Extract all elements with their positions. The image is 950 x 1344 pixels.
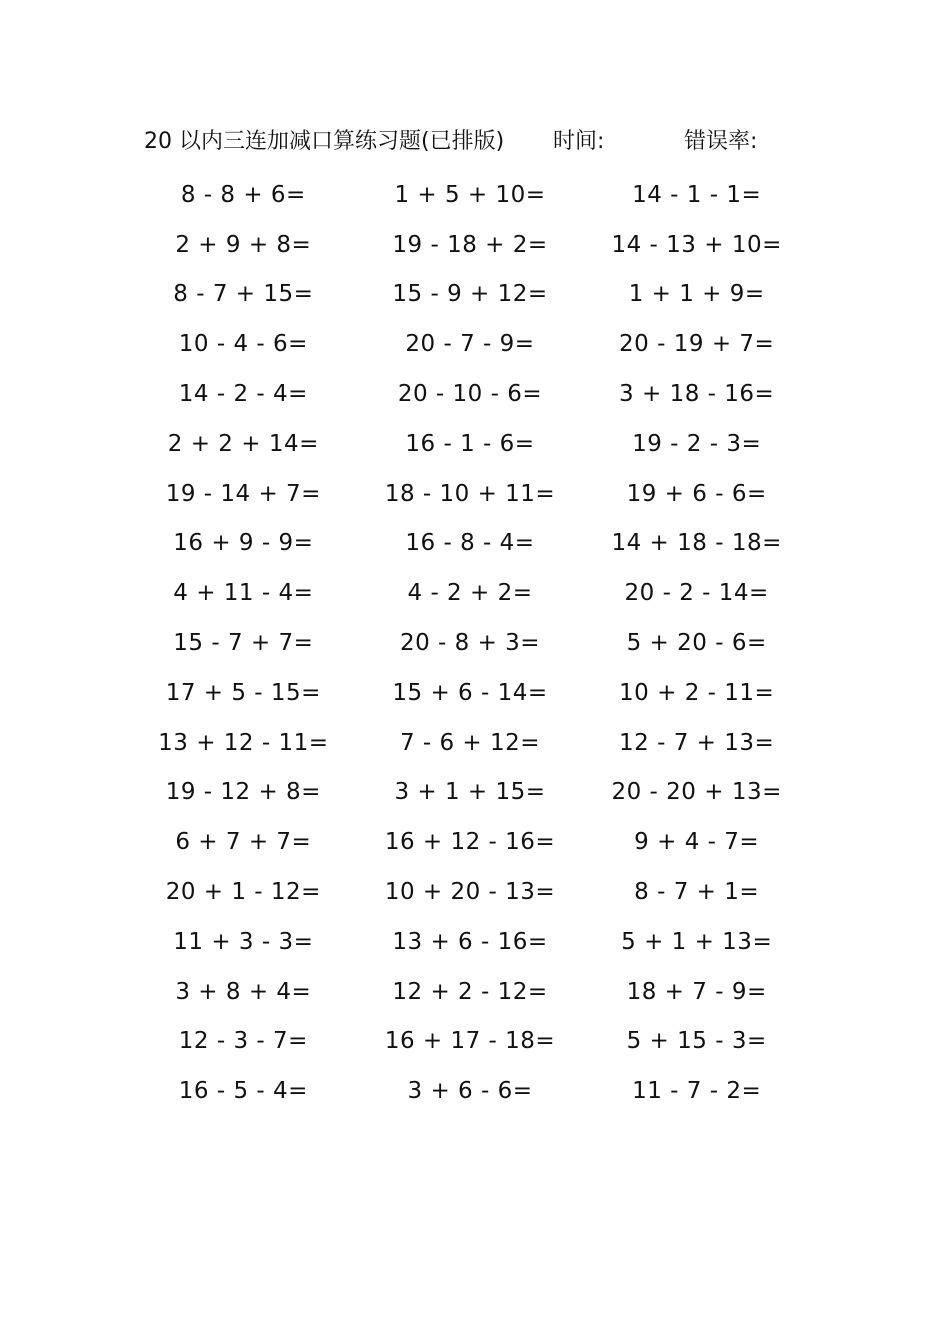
problem-row [130,519,810,569]
arithmetic-problem: 15 - 7 + 7= [173,630,314,657]
problem-row [130,319,810,369]
arithmetic-problem: 3 + 18 - 16= [619,381,775,408]
arithmetic-problem: 20 - 8 + 3= [399,630,541,657]
arithmetic-problem: 13 + 6 - 16= [392,928,548,955]
arithmetic-problem: 10 + 20 - 13= [384,879,556,906]
arithmetic-problem: 16 - 5 - 4= [178,1078,308,1105]
arithmetic-problem: 16 + 12 - 16= [384,829,556,856]
arithmetic-problem: 12 - 3 - 7= [178,1028,308,1055]
time-label: 时间: [553,129,605,154]
arithmetic-problem: 19 - 12 + 8= [165,779,321,806]
arithmetic-problem: 16 + 17 - 18= [384,1028,556,1055]
arithmetic-problem: 6 + 7 + 7= [175,829,312,856]
arithmetic-problem: 14 + 18 - 18= [611,530,782,557]
problem-row [130,768,810,818]
arithmetic-problem: 16 - 8 - 4= [405,530,535,557]
arithmetic-problem: 20 - 7 - 9= [405,331,535,358]
arithmetic-problem: 3 + 1 + 15= [394,779,546,806]
arithmetic-problem: 10 - 4 - 6= [178,331,308,358]
problem-row [130,917,810,967]
arithmetic-problem: 13 + 12 - 11= [158,729,329,756]
arithmetic-problem: 10 + 2 - 11= [619,679,775,706]
arithmetic-problem: 19 - 18 + 2= [392,231,548,258]
arithmetic-problem: 4 + 11 - 4= [173,580,314,607]
arithmetic-problem: 14 - 1 - 1= [632,181,762,208]
arithmetic-problem: 15 + 6 - 14= [392,679,548,706]
worksheet-header [0,124,950,160]
problem-grid [130,170,810,1116]
arithmetic-problem: 2 + 2 + 14= [167,430,319,457]
arithmetic-problem: 5 + 1 + 13= [621,928,773,955]
arithmetic-problem: 4 - 2 + 2= [407,580,533,607]
arithmetic-problem: 20 - 19 + 7= [619,331,775,358]
arithmetic-problem: 8 - 7 + 15= [173,281,314,308]
arithmetic-problem: 16 - 1 - 6= [405,430,535,457]
arithmetic-problem: 2 + 9 + 8= [175,231,312,258]
arithmetic-problem: 20 + 1 - 12= [165,879,321,906]
arithmetic-problem: 8 - 7 + 1= [634,879,760,906]
arithmetic-problem: 20 - 20 + 13= [611,779,782,806]
arithmetic-problem: 19 - 2 - 3= [632,430,762,457]
problem-row [130,1017,810,1067]
problem-row [130,568,810,618]
arithmetic-problem: 18 + 7 - 9= [626,978,767,1005]
arithmetic-problem: 11 + 3 - 3= [173,928,314,955]
arithmetic-problem: 8 - 8 + 6= [180,181,306,208]
arithmetic-problem: 3 + 6 - 6= [407,1078,533,1105]
problem-row [130,867,810,917]
problem-row [130,170,810,220]
problem-row [130,469,810,519]
problem-row [130,718,810,768]
arithmetic-problem: 17 + 5 - 15= [165,679,321,706]
problem-row [130,1066,810,1116]
problem-row [130,220,810,270]
arithmetic-problem: 15 - 9 + 12= [392,281,548,308]
arithmetic-problem: 1 + 1 + 9= [628,281,765,308]
arithmetic-problem: 16 + 9 - 9= [173,530,314,557]
arithmetic-problem: 19 - 14 + 7= [165,480,321,507]
problem-row [130,967,810,1017]
arithmetic-problem: 12 - 7 + 13= [619,729,775,756]
arithmetic-problem: 1 + 5 + 10= [394,181,546,208]
arithmetic-problem: 9 + 4 - 7= [634,829,760,856]
arithmetic-problem: 5 + 15 - 3= [626,1028,767,1055]
problem-row [130,817,810,867]
arithmetic-problem: 11 - 7 - 2= [632,1078,762,1105]
arithmetic-problem: 12 + 2 - 12= [392,978,548,1005]
problem-row [130,419,810,469]
problem-row [130,270,810,320]
problem-row [130,369,810,419]
arithmetic-problem: 7 - 6 + 12= [399,729,541,756]
arithmetic-problem: 14 - 13 + 10= [611,231,782,258]
arithmetic-problem: 3 + 8 + 4= [175,978,312,1005]
arithmetic-problem: 19 + 6 - 6= [626,480,767,507]
worksheet-title: 20 以内三连加减口算练习题(已排版) [144,129,505,154]
arithmetic-problem: 20 - 2 - 14= [624,580,769,607]
problem-row [130,668,810,718]
arithmetic-problem: 14 - 2 - 4= [178,381,308,408]
problem-row [130,618,810,668]
arithmetic-problem: 20 - 10 - 6= [397,381,543,408]
arithmetic-problem: 5 + 20 - 6= [626,630,767,657]
arithmetic-problem: 18 - 10 + 11= [384,480,556,507]
error-rate-label: 错误率: [684,129,758,154]
